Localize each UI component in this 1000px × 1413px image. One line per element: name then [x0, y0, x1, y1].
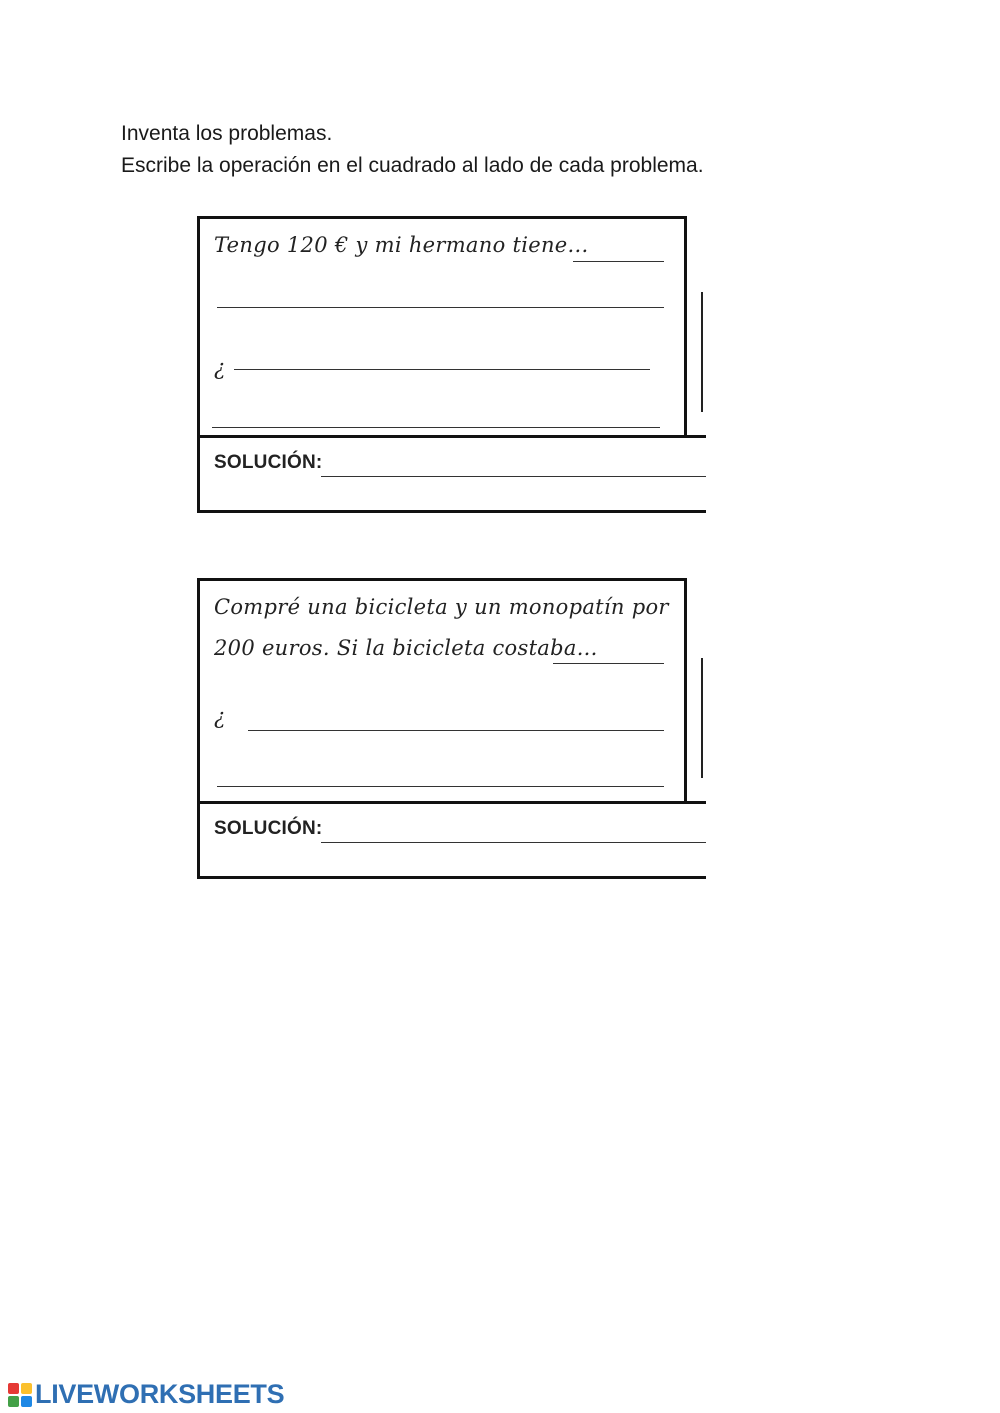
instruction-line-2: Escribe la operación en el cuadrado al lado de cada problema. [121, 154, 704, 177]
brand-name: LIVEWORKSHEETS [35, 1379, 285, 1409]
problem-text-line-1: Compré una bicicleta y un monopatín por [214, 595, 669, 619]
problem-text-line-1: Tengo 120 € y mi hermano tiene... [214, 233, 589, 257]
question-line[interactable] [234, 369, 650, 370]
solution-label: SOLUCIÓN: [214, 818, 323, 839]
question-line[interactable] [248, 730, 664, 731]
solution-line[interactable] [321, 842, 706, 843]
solution-box [197, 801, 706, 879]
question-mark: ¿ [214, 356, 226, 380]
problem-text-box [197, 578, 687, 803]
question-mark: ¿ [214, 705, 226, 729]
answer-line[interactable] [553, 663, 664, 664]
operation-box-edge [701, 658, 703, 778]
problem-card-2 [197, 578, 703, 878]
problem-text-line-2: 200 euros. Si la bicicleta costaba... [214, 636, 598, 660]
instruction-line-1: Inventa los problemas. [121, 122, 333, 145]
logo-blocks-icon [8, 1383, 32, 1407]
problem-text-box [197, 216, 687, 438]
answer-line[interactable] [573, 261, 664, 262]
answer-line[interactable] [212, 427, 660, 428]
problem-card-1 [197, 216, 703, 516]
answer-line[interactable] [217, 307, 664, 308]
operation-box-edge [701, 292, 703, 412]
solution-box [197, 435, 706, 513]
answer-line[interactable] [217, 786, 664, 787]
solution-label: SOLUCIÓN: [214, 452, 323, 473]
solution-line[interactable] [321, 476, 706, 477]
liveworksheets-logo[interactable] [8, 1379, 284, 1410]
